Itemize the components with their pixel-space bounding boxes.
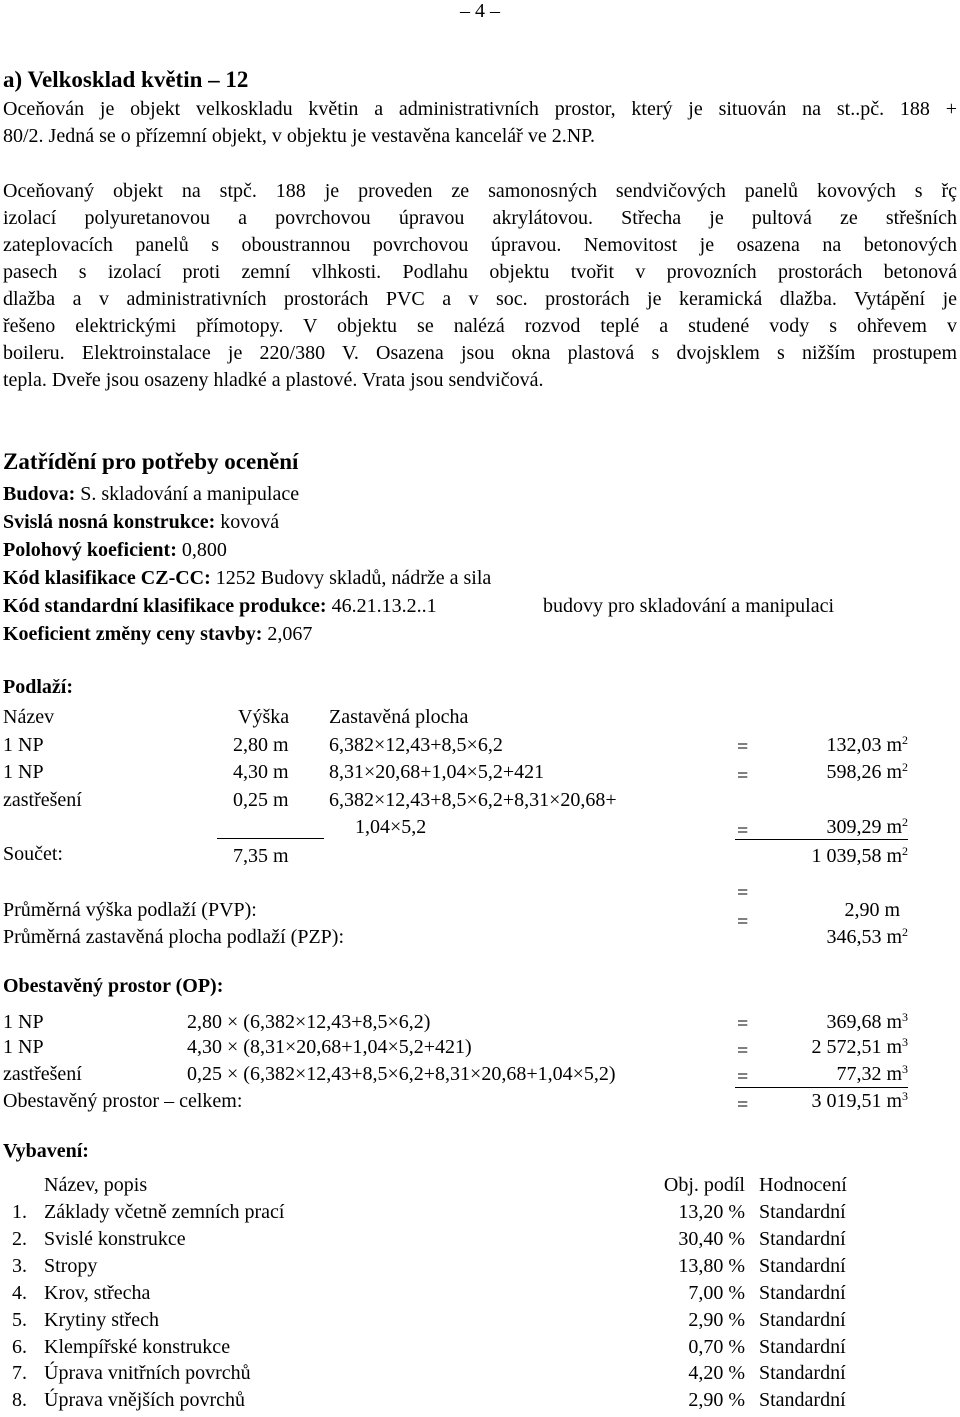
equipment-row-name: Základy včetně zemních prací [44,1201,285,1223]
desc-line: pasech s izolací proti zemní vlhkosti. Podlahu objektu tvořit v provozních prostorách betonová [3,261,957,283]
classification-value: 2,067 [267,623,313,645]
equipment-row-share: 7,00 % [688,1282,745,1304]
floor-height: 4,30 m [233,761,289,783]
floors-col-height: Výška [238,706,290,728]
sum-result-value: 1 039,58 m [811,845,902,867]
equipment-row-name: Krov, střecha [44,1282,151,1304]
volume-equals: = [737,1013,749,1035]
classification-label: Budova: [3,483,76,505]
floor-formula-cont: 1,04×5,2 [355,816,427,838]
equipment-col-name: Název, popis [44,1174,148,1196]
pvp-value: 2,90 m [844,899,900,921]
unit-exponent: 2 [902,844,908,858]
classification-item [3,567,491,590]
desc-line: zateplovacích panelů s oboustrannou povrchovou úpravou. Nemovitost je osazena na betonových [3,234,957,256]
floor-height: 0,25 m [233,789,289,811]
classification-item [3,595,437,618]
floor-name: 1 NP [3,734,44,756]
floor-formula: 6,382×12,43+8,5×6,2 [329,734,503,756]
floor-equals: = [737,736,749,758]
classification-item [3,623,312,646]
volume-equals: = [737,1066,749,1088]
desc-line: boileru. Elektroinstalace je 220/380 V. Osazena jsou okna plastová s dvojsklem s nižším prostupem [3,342,957,364]
equipment-heading: Vybavení: [3,1140,89,1162]
classification-value: kovová [220,511,280,533]
unit-exponent: 3 [902,1010,908,1024]
floor-equals: = [737,820,749,842]
classification-value: 46.21.13.2..1 [331,595,437,617]
pzp-value-text: 346,53 m [826,926,902,948]
floor-name: zastřešení [3,789,82,811]
classification-extra: budovy pro skladování a manipulaci [543,595,835,617]
classification-value: 0,800 [181,539,227,561]
volume-name: 1 NP [3,1011,44,1033]
unit-exponent: 2 [902,760,908,774]
volume-result-value: 369,68 m [826,1011,902,1033]
sum-rule [735,839,908,840]
total-rule [735,1087,908,1088]
volume-result-value: 2 572,51 m [811,1036,902,1058]
desc-line: dlažba a v administrativních prostorách PVC a v soc. prostorách je keramická dlažba. Vytápění je [3,288,957,310]
floors-col-name: Název [3,706,55,728]
classification-value: S. skladování a manipulace [80,483,300,505]
floor-result-value: 132,03 m [826,734,902,756]
desc-line: řešeno elektrickými přímotopy. V objektu se nalézá rozvod teplé a studené vody s ohřevem v [3,315,957,337]
equipment-row-number: 6. [12,1336,27,1358]
equipment-row-rating: Standardní [759,1336,846,1358]
description-paragraph [3,178,957,394]
volume-total-result [760,1090,908,1113]
volume-result-value: 77,32 m [836,1063,902,1085]
volume-name: zastřešení [3,1063,82,1085]
pvp-equals: = [737,882,749,904]
pvp-label: Průměrná výška podlaží (PVP): [3,899,257,921]
volume-heading: Obestavěný prostor (OP): [3,975,224,997]
unit-exponent: 2 [902,733,908,747]
equipment-row-number: 2. [12,1228,27,1250]
unit-exponent: 2 [902,925,908,939]
classification-item [3,483,299,506]
volume-result [760,1011,908,1034]
floor-formula: 8,31×20,68+1,04×5,2+421 [329,761,545,783]
unit-exponent: 3 [902,1089,908,1103]
volume-name: 1 NP [3,1036,44,1058]
unit-exponent: 3 [902,1062,908,1076]
equipment-row-name: Úprava vnitřních povrchů [44,1362,251,1384]
floor-formula: 6,382×12,43+8,5×6,2+8,31×20,68+ [329,789,617,811]
unit-exponent: 2 [902,815,908,829]
equipment-row-share: 0,70 % [688,1336,745,1358]
equipment-row-rating: Standardní [759,1362,846,1384]
desc-line: tepla. Dveře jsou osazeny hladké a plastové. Vrata jsou sendvičová. [3,369,544,391]
section-heading: a) Velkosklad květin – 12 [3,67,249,92]
floor-height: 2,80 m [233,734,289,756]
equipment-row-name: Krytiny střech [44,1309,159,1331]
equipment-row-rating: Standardní [759,1255,846,1277]
equipment-row-share: 13,80 % [678,1255,745,1277]
equipment-row-number: 5. [12,1309,27,1331]
equipment-row-name: Stropy [44,1255,98,1277]
equipment-row-number: 1. [12,1201,27,1223]
classification-value: 1252 Budovy skladů, nádrže a sila [215,567,492,589]
intro-paragraph [3,96,957,150]
equipment-row-share: 13,20 % [678,1201,745,1223]
classification-label: Koeficient změny ceny stavby: [3,623,263,645]
floors-heading: Podlaží: [3,676,73,698]
page-number: – 4 – [460,0,500,22]
equipment-row-rating: Standardní [759,1201,846,1223]
classification-label: Polohový koeficient: [3,539,177,561]
equipment-row-name: Klempířské konstrukce [44,1336,231,1358]
sum-label: Součet: [3,843,63,865]
volume-formula: 0,25 × (6,382×12,43+8,5×6,2+8,31×20,68+1,04×5,2) [187,1063,616,1085]
volume-formula: 2,80 × (6,382×12,43+8,5×6,2) [187,1011,431,1033]
classification-label: Svislá nosná konstrukce: [3,511,216,533]
equipment-row-share: 2,90 % [688,1309,745,1331]
equipment-row-number: 7. [12,1362,27,1384]
equipment-row-rating: Standardní [759,1309,846,1331]
equipment-row-rating: Standardní [759,1228,846,1250]
volume-result [760,1063,908,1086]
sum-result [760,845,908,868]
classification-item [3,511,279,534]
equipment-row-share: 4,20 % [688,1362,745,1384]
equipment-row-name: Svislé konstrukce [44,1228,186,1250]
equipment-col-rating: Hodnocení [759,1174,847,1196]
equipment-row-number: 3. [12,1255,27,1277]
intro-line: Oceňován je objekt velkoskladu květin a administrativních prostor, který je situován na st..pč. 188 + [3,98,957,120]
equipment-row-rating: Standardní [759,1389,846,1411]
volume-total-equals: = [737,1094,749,1116]
desc-line: izolací polyuretanovou a povrchovou úpravou akrylátovou. Střecha je pultová ze střešních [3,207,957,229]
floor-result-value: 309,29 m [826,816,902,838]
volume-equals: = [737,1040,749,1062]
equipment-row-number: 4. [12,1282,27,1304]
floor-equals: = [737,765,749,787]
floor-result [760,734,908,757]
floor-result-value: 598,26 m [826,761,902,783]
floor-result [760,816,908,839]
pzp-label: Průměrná zastavěná plocha podlaží (PZP): [3,926,344,948]
floors-col-area: Zastavěná plocha [329,706,469,728]
sum-height: 7,35 m [233,845,289,867]
equipment-row-number: 8. [12,1389,27,1411]
classification-label: Kód klasifikace CZ-CC: [3,567,211,589]
volume-result [760,1036,908,1059]
floor-result [760,761,908,784]
floor-name: 1 NP [3,761,44,783]
equipment-row-share: 30,40 % [678,1228,745,1250]
classification-label: Kód standardní klasifikace produkce: [3,595,327,617]
volume-formula: 4,30 × (8,31×20,68+1,04×5,2+421) [187,1036,472,1058]
unit-exponent: 3 [902,1035,908,1049]
pzp-value [760,926,908,949]
pzp-equals: = [737,911,749,933]
equipment-col-share: Obj. podíl [663,1174,745,1196]
equipment-row-rating: Standardní [759,1282,846,1304]
equipment-row-name: Úprava vnějších povrchů [44,1389,246,1411]
classification-item [3,539,227,562]
classification-heading: Zatřídění pro potřeby ocenění [3,449,299,474]
sum-rule [217,838,324,839]
volume-total-label: Obestavěný prostor – celkem: [3,1090,243,1112]
volume-total-value: 3 019,51 m [811,1090,902,1112]
desc-line: Oceňovaný objekt na stpč. 188 je proveden ze samonosných sendvičových panelů kovových s řç [3,180,957,202]
equipment-row-share: 2,90 % [688,1389,745,1411]
intro-line: 80/2. Jedná se o přízemní objekt, v objektu je vestavěna kancelář ve 2.NP. [3,125,596,147]
